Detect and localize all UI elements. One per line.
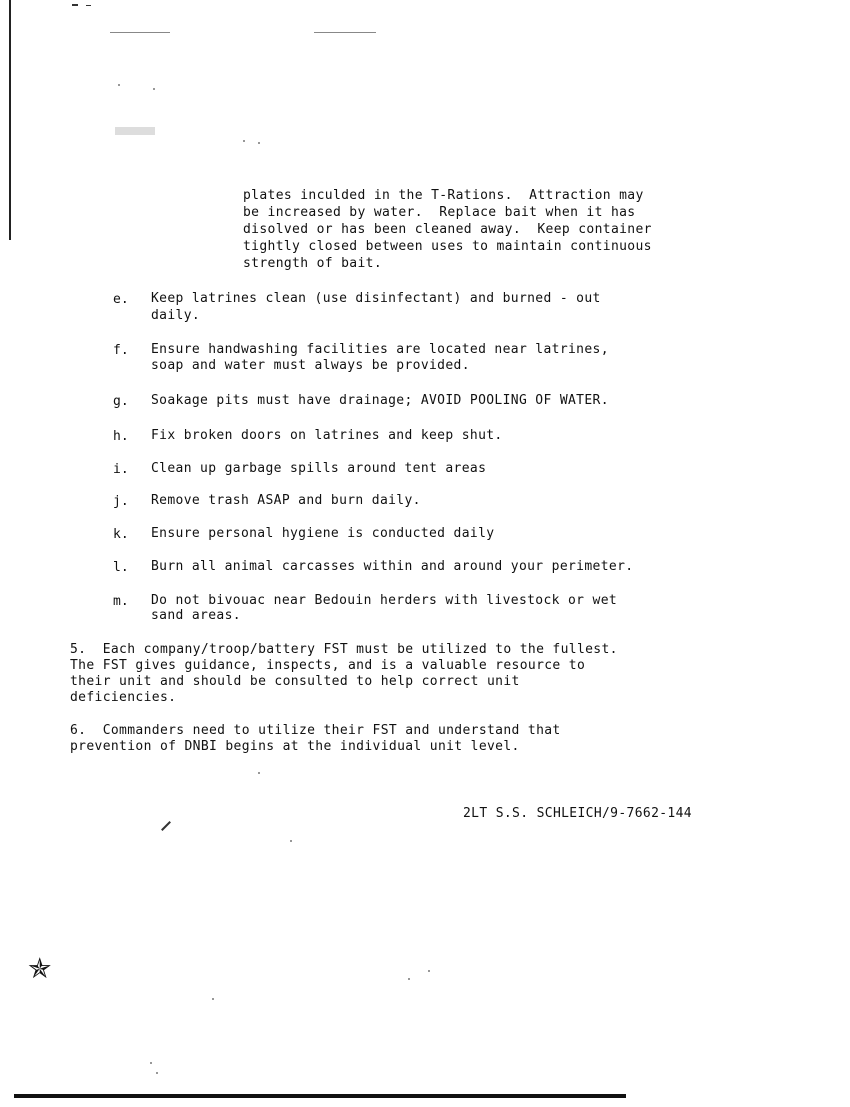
item-g-line-1: Soakage pits must have drainage; AVOID POOLING OF WATER. xyxy=(151,393,609,408)
scan-artifact xyxy=(86,5,91,6)
para6-line-1: 6. Commanders need to utilize their FST and understand that xyxy=(70,723,561,738)
item-letter-m: m. xyxy=(113,594,129,609)
item-letter-g: g. xyxy=(113,394,129,409)
para5-line-1: 5. Each company/troop/battery FST must be utilized to the fullest. xyxy=(70,642,618,657)
item-letter-f: f. xyxy=(113,343,129,358)
para5-line-2: The FST gives guidance, inspects, and is a valuable resource to xyxy=(70,658,586,673)
item-e-line-2: daily. xyxy=(151,308,201,323)
item-i-line-1: Clean up garbage spills around tent areas xyxy=(151,461,487,476)
para5-line-4: deficiencies. xyxy=(70,690,177,705)
scan-speck xyxy=(290,840,292,842)
scan-speck xyxy=(156,1072,158,1074)
faint-header-mark xyxy=(110,32,170,33)
faint-header-mark xyxy=(314,32,376,33)
item-m-line-2: sand areas. xyxy=(151,608,241,623)
continuation-line-1: plates inculded in the T-Rations. Attraction may xyxy=(243,188,644,203)
scan-speck xyxy=(243,140,245,142)
item-letter-l: l. xyxy=(113,560,129,575)
scan-speck xyxy=(258,142,260,144)
handwritten-star-icon: ✯ xyxy=(28,952,52,985)
scan-speck xyxy=(428,970,430,972)
item-letter-h: h. xyxy=(113,429,129,444)
pen-tick-mark xyxy=(161,821,171,831)
item-f-line-2: soap and water must always be provided. xyxy=(151,358,470,373)
continuation-line-2: be increased by water. Replace bait when it has xyxy=(243,205,636,220)
continuation-line-5: strength of bait. xyxy=(243,256,383,271)
item-m-line-1: Do not bivouac near Bedouin herders with livestock or wet xyxy=(151,593,618,608)
scan-speck xyxy=(153,88,155,90)
para6-line-2: prevention of DNBI begins at the individual unit level. xyxy=(70,739,520,754)
item-k-line-1: Ensure personal hygiene is conducted daily xyxy=(151,526,495,541)
scan-speck xyxy=(150,1062,152,1064)
item-letter-e: e. xyxy=(113,292,129,307)
item-letter-j: j. xyxy=(113,494,129,509)
item-l-line-1: Burn all animal carcasses within and around your perimeter. xyxy=(151,559,634,574)
signature-line: 2LT S.S. SCHLEICH/9-7662-144 xyxy=(463,806,692,821)
item-e-line-1: Keep latrines clean (use disinfectant) and burned - out xyxy=(151,291,601,306)
bottom-scan-edge-line xyxy=(14,1094,626,1098)
item-j-line-1: Remove trash ASAP and burn daily. xyxy=(151,493,421,508)
scan-left-edge-line xyxy=(9,0,11,240)
para5-line-3: their unit and should be consulted to help correct unit xyxy=(70,674,520,689)
scan-artifact xyxy=(72,4,78,6)
item-letter-i: i. xyxy=(113,462,129,477)
continuation-line-4: tightly closed between uses to maintain continuous xyxy=(243,239,652,254)
continuation-line-3: disolved or has been cleaned away. Keep container xyxy=(243,222,652,237)
scan-speck xyxy=(408,978,410,980)
faint-smudge xyxy=(115,127,155,135)
scan-speck xyxy=(258,772,260,774)
item-letter-k: k. xyxy=(113,527,129,542)
item-h-line-1: Fix broken doors on latrines and keep shut. xyxy=(151,428,503,443)
scan-speck xyxy=(118,84,120,86)
scan-speck xyxy=(212,998,214,1000)
item-f-line-1: Ensure handwashing facilities are located near latrines, xyxy=(151,342,609,357)
